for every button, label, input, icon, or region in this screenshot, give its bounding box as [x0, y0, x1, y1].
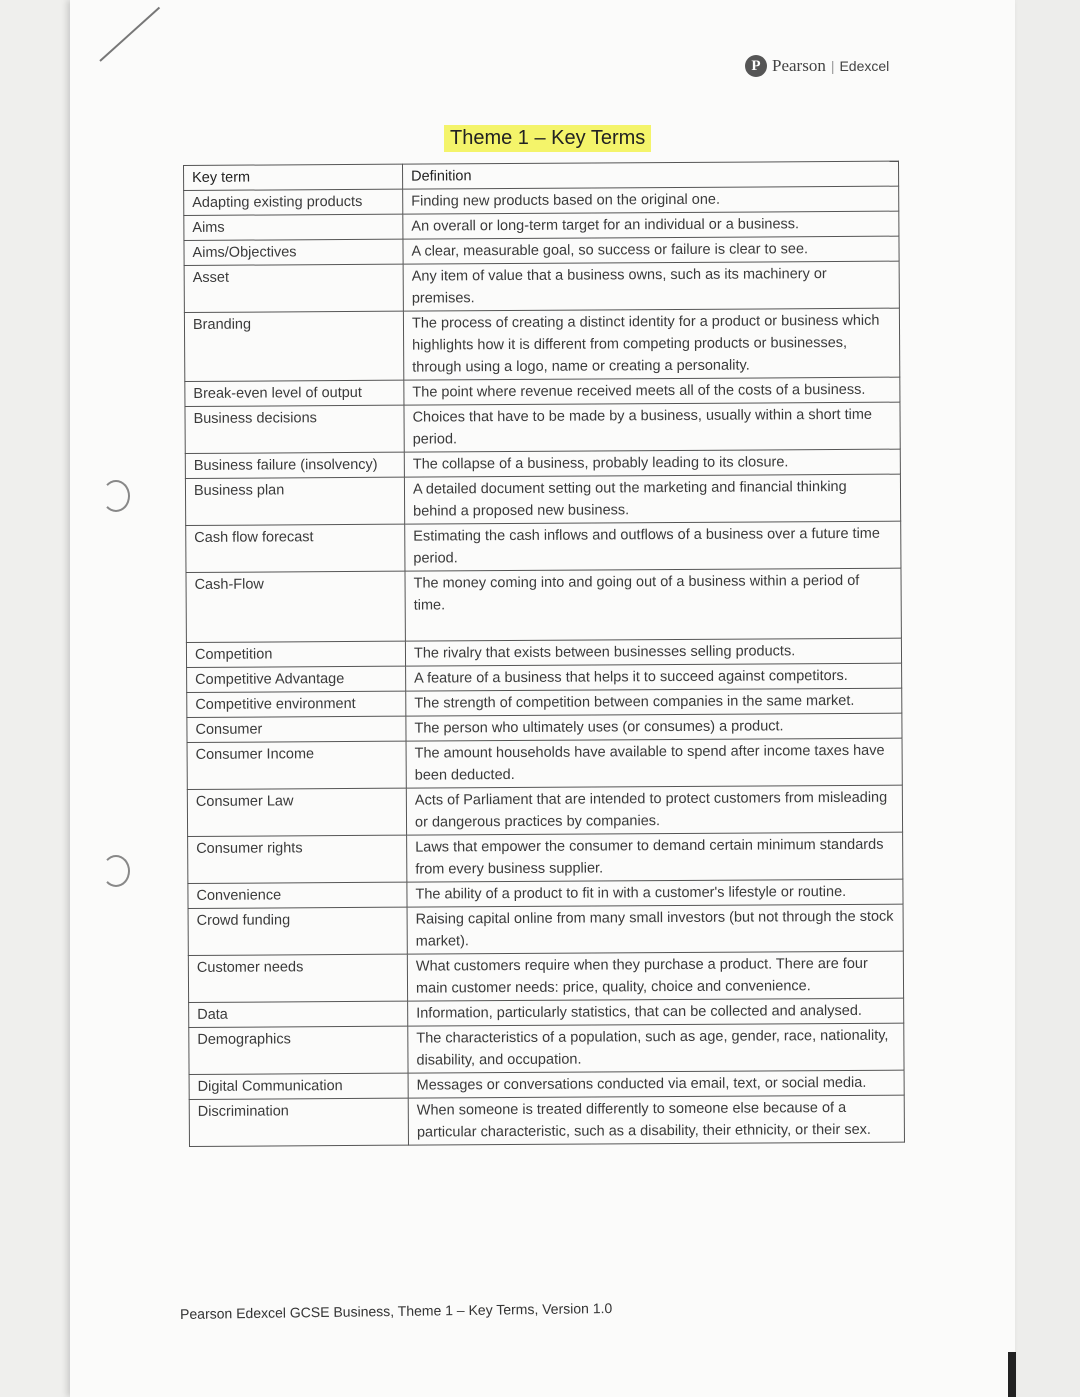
definition-cell: A clear, measurable goal, so success or failure is clear to see. [403, 236, 899, 264]
definition-cell: The amount households have available to spend after income taxes have been deducted. [406, 738, 902, 788]
table-row [187, 785, 902, 836]
punch-hole-bottom [102, 855, 130, 887]
definition-cell: The characteristics of a population, such as age, gender, race, nationality, disability, and occupation. [408, 1023, 904, 1073]
definition-cell: Messages or conversations conducted via email, text, or social media. [408, 1070, 904, 1098]
definition-cell: Any item of value that a business owns, such as its machinery or premises. [403, 261, 899, 311]
page-title: Theme 1 – Key Terms [444, 125, 651, 152]
column-header-key-term: Key term [184, 164, 403, 190]
key-terms-table [183, 161, 905, 1147]
definition-cell: The process of creating a distinct identity for a product or business which highlights how it is different from competing products or businesses, through using a logo, name or creating a personality. [403, 308, 899, 380]
key-term-cell: Business plan [185, 477, 404, 525]
pearson-edexcel-logo [745, 53, 889, 79]
key-term-cell: Business failure (insolvency) [185, 452, 404, 478]
page-margin-left [0, 0, 70, 1397]
key-term-cell: Consumer [187, 716, 406, 742]
definition-cell: The strength of competition between companies in the same market. [406, 688, 902, 716]
key-term-cell: Cash flow forecast [186, 524, 405, 572]
logo-subbrand: Edexcel [839, 58, 890, 74]
table-row [188, 904, 903, 955]
key-term-cell: Branding [184, 311, 403, 381]
punch-hole-top [102, 480, 130, 512]
key-term-cell: Adapting existing products [184, 189, 403, 215]
table-row [189, 1095, 904, 1146]
definition-cell: Laws that empower the consumer to demand certain minimum standards from every business supplier. [407, 832, 903, 882]
key-term-cell: Digital Communication [189, 1073, 408, 1099]
table-row [185, 402, 900, 453]
definition-cell: Finding new products based on the original one. [403, 186, 899, 214]
definition-cell: Choices that have to be made by a business, usually within a short time period. [404, 402, 900, 452]
definition-cell: The person who ultimately uses (or consumes) a product. [406, 713, 902, 741]
table-row [184, 308, 899, 381]
key-term-cell: Competition [186, 641, 405, 667]
key-term-cell: Business decisions [185, 405, 404, 453]
definition-cell: Estimating the cash inflows and outflows of a business over a future time period. [405, 521, 901, 571]
pearson-logo-icon: P [745, 55, 767, 77]
key-term-cell: Discrimination [189, 1098, 408, 1146]
definition-cell: The ability of a product to fit in with a customer's lifestyle or routine. [407, 879, 903, 907]
key-term-cell: Consumer Law [187, 788, 406, 836]
table-row [185, 474, 900, 525]
column-header-definition: Definition [402, 161, 898, 189]
table-row [188, 832, 903, 883]
key-term-cell: Cash-Flow [186, 571, 405, 642]
edge-mark [1008, 1352, 1016, 1397]
definition-cell: A detailed document setting out the marketing and financial thinking behind a proposed new business. [404, 474, 900, 524]
table-row [186, 521, 901, 572]
page-margin-right [1015, 0, 1080, 1397]
table-row [184, 261, 899, 312]
definition-cell: The rivalry that exists between businesses selling products. [405, 638, 901, 666]
key-term-cell: Consumer Income [187, 741, 406, 789]
table-row [186, 568, 901, 642]
definition-cell: Acts of Parliament that are intended to protect customers from misleading or dangerous practices by companies. [406, 785, 902, 835]
table-row [188, 951, 903, 1002]
definition-cell: An overall or long-term target for an individual or a business. [403, 211, 899, 239]
definition-cell: A feature of a business that helps it to succeed against competitors. [406, 663, 902, 691]
key-term-cell: Asset [184, 264, 403, 312]
table-row [189, 1023, 904, 1074]
key-term-cell: Competitive environment [187, 691, 406, 717]
table-row [187, 738, 902, 789]
key-term-cell: Break-even level of output [185, 380, 404, 406]
key-term-cell: Crowd funding [188, 907, 407, 955]
key-term-cell: Demographics [189, 1026, 408, 1074]
definition-cell: What customers require when they purchase a product. There are four main customer needs: price, quality, choice and convenience. [407, 951, 903, 1001]
key-term-cell: Convenience [188, 882, 407, 908]
definition-cell: The collapse of a business, probably leading to its closure. [404, 449, 900, 477]
definition-cell: The point where revenue received meets all of the costs of a business. [404, 377, 900, 405]
key-term-cell: Consumer rights [188, 835, 407, 883]
key-term-cell: Competitive Advantage [187, 666, 406, 692]
logo-separator: | [830, 58, 835, 74]
logo-brand: Pearson [772, 56, 826, 75]
definition-cell: Raising capital online from many small investors (but not through the stock market). [407, 904, 903, 954]
key-term-cell: Data [189, 1001, 408, 1027]
page-footer: Pearson Edexcel GCSE Business, Theme 1 – Key Terms, Version 1.0 [180, 1299, 613, 1322]
definition-cell: When someone is treated differently to someone else because of a particular characteristic, such as a disability, their ethnicity, or their sex. [408, 1095, 904, 1145]
key-term-cell: Aims/Objectives [184, 239, 403, 265]
definition-cell: The money coming into and going out of a business within a period of time. [405, 568, 901, 641]
definition-cell: Information, particularly statistics, that can be collected and analysed. [408, 998, 904, 1026]
key-term-cell: Customer needs [188, 954, 407, 1002]
key-term-cell: Aims [184, 214, 403, 240]
